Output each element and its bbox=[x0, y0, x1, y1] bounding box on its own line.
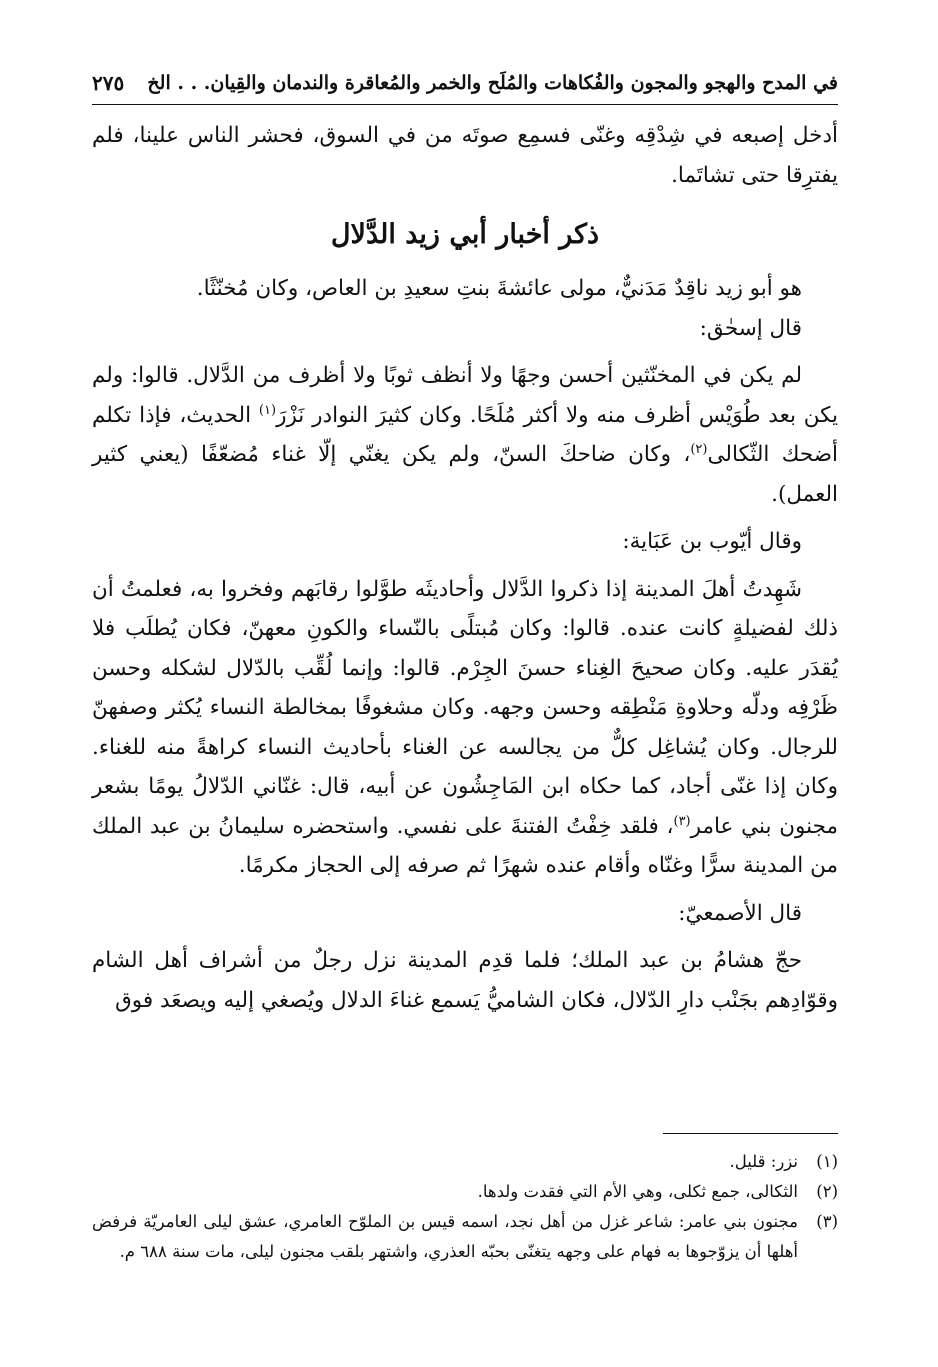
paragraph: حجّ هشامُ بن عبد الملك؛ فلما قدِم المدينة نزل رجلٌ من أشراف أهل الشام وقوّادِهم بجَنْب دارِ الدّلال، فكان الشاميُّ يَسمع غناءَ الدلال ويُصغي إليه ويصعَد فوق bbox=[92, 948, 838, 1013]
header-rule bbox=[92, 104, 838, 105]
footnote-text: مجنون بني عامر: شاعر غزل من أهل نجد، اسمه قيس بن الملوّح العامري، عشق ليلى العامريّة فرفض أهلها أن يزوّجوها به فهام على وجهه يتغنّى بحبّه العذري، واشتهر بلقب مجنون ليلى، مات سنة ٦٨٨ م. bbox=[92, 1212, 798, 1261]
footnote-ref[interactable]: (١) bbox=[258, 402, 277, 418]
paragraph: وقال أيّوب بن عَبَاية: bbox=[622, 529, 802, 554]
footnote-rule bbox=[663, 1133, 838, 1134]
text-run: الحديث، فإذا تكلم أضحك الثّكالى bbox=[92, 402, 838, 467]
footnote-ref[interactable]: (٣) bbox=[673, 813, 691, 829]
footnote-text: الثكالى، جمع ثكلى، وهي الأم التي فقدت ولدها. bbox=[477, 1182, 798, 1201]
page-number: ٢٧٥ bbox=[92, 71, 125, 95]
text-run: شَهِدتُ أهلَ المدينة إذا ذكروا الدَّلال وأحاديثَه طوَّلوا رقابَهم وفخروا به، فعلمتُ أن ذلك لفضيلةٍ كانت عنده. قالوا: وكان مُبتلًى بالنّساء والكونِ معهنّ، فكان يُطلَب فلا يُقدَر عليه. وكان صحيحَ الغِناء حسنَ الجِرْم. قالوا: وإنما لُقِّب بالدّلال لشكله وحسن ظَرْفِه ودلّه وحلاوةِ مَنْطِقه وحسن وجهه. وكان مشغوفًا بمخالطة النساء يُكثر وصفهنّ للرجال. وكان يُشاغِل كلٌّ من يجالسه عن الغناء بأحاديث النساء كراهةً منه للغناء. وكان إذا غنّى أجاد، كما حكاه ابن المَاجِشُون عن أبيه، قال: غنّاني الدّلالُ يومًا بشعر مجنون بني عامر bbox=[92, 576, 838, 839]
paragraph bbox=[92, 570, 838, 886]
text-run: لم يكن في المخنّثين أحسن وجهًا ولا أنظف ثوبًا ولا أظرف من الدَّلال. قالوا: ولم يكن بعد طُوَيْس أظرف منه ولا أكثر مُلَحًا. وكان كثيرَ النوادر نَزْرَ bbox=[92, 363, 838, 428]
running-header bbox=[92, 66, 838, 100]
footnote-text: نزر: قليل. bbox=[729, 1152, 798, 1171]
paragraph: قال الأصمعيّ: bbox=[678, 900, 802, 926]
footnote bbox=[92, 1177, 838, 1207]
footnote-mark: (٣) bbox=[816, 1212, 838, 1231]
paragraph: هو أبو زيد ناقِدٌ مَدَنيٌّ، مولى عائشةَ بنتِ سعيدِ بن العاص، وكان مُخنّثًا. bbox=[196, 276, 802, 301]
text-run: ، فلقد خِفْتُ الفتنةَ على نفسي. واستحضره سليمانُ بن عبد الملك من المدينة سرًّا وغنّاه وأقام عنده شهرًا ثم صرفه إلى الحجاز مكرمًا. bbox=[92, 813, 838, 878]
paragraph: أدخل إصبعه في شِدْقِه وغنّى فسمِع صوتَه من في السوق، فحشر الناس علينا، فلم يفترِقا حتى تشاتَما. bbox=[92, 123, 838, 188]
paragraph: قال إسحٰق: bbox=[699, 315, 802, 341]
footnote-mark: (١) bbox=[816, 1152, 838, 1171]
paragraph bbox=[92, 356, 838, 514]
main-text bbox=[92, 116, 838, 1020]
text-run: ، وكان ضاحكَ السنّ، ولم يكن يغنّي إلّا غناء مُضعّفًا (يعني كثير العمل). bbox=[92, 442, 838, 507]
section-heading: ذكر أخبار أبي زيد الدَّلال bbox=[330, 219, 600, 250]
footnote-ref[interactable]: (٢) bbox=[690, 441, 708, 457]
footnotes bbox=[92, 1147, 838, 1267]
footnote bbox=[92, 1147, 838, 1177]
header-title: في المدح والهجو والمجون والفُكاهات والمُلَح والخمر والمُعاقرة والندمان والقِيان. . . الخ bbox=[147, 72, 838, 94]
footnote-mark: (٢) bbox=[816, 1182, 838, 1201]
footnote bbox=[92, 1207, 838, 1267]
